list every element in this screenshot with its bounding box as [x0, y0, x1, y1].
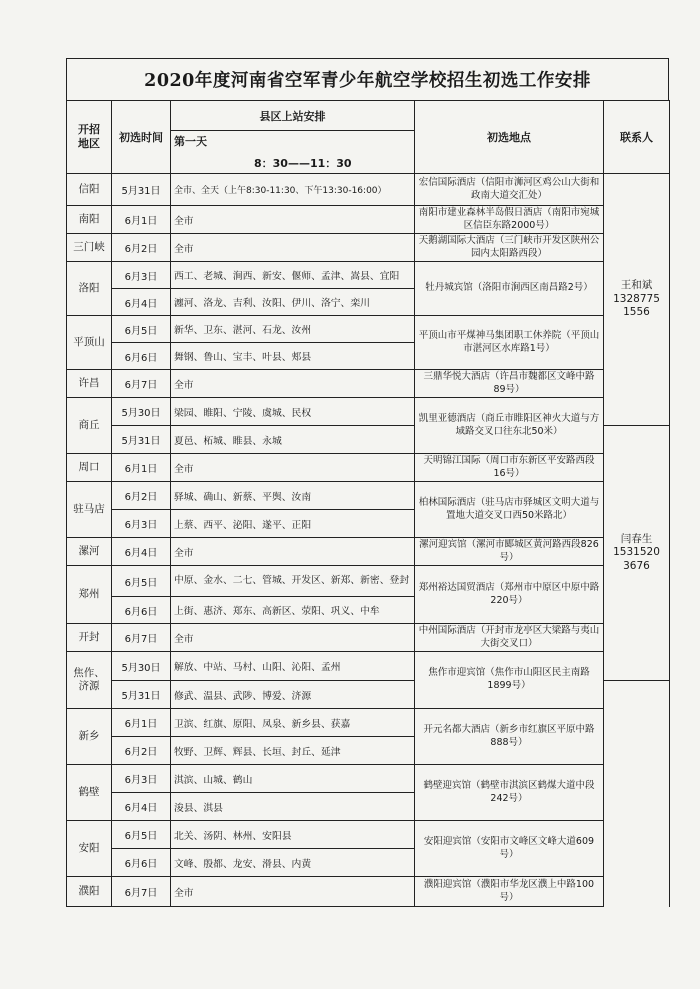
site-cell: 中州国际酒店（开封市龙亭区大梁路与夷山大街交叉口） — [415, 624, 604, 652]
area-cell: 修武、温县、武陟、博爱、济源 — [171, 681, 415, 709]
date-cell: 6月4日 — [112, 538, 171, 566]
table-row — [67, 624, 670, 652]
schedule-table — [66, 100, 670, 907]
header-region: 开招地区 — [67, 101, 112, 174]
table-row — [67, 538, 670, 566]
site-cell: 漯河迎宾馆（漯河市郾城区黄河路西段826号） — [415, 538, 604, 566]
date-cell: 6月4日 — [112, 793, 171, 821]
date-cell: 6月6日 — [112, 597, 171, 624]
date-cell: 6月1日 — [112, 454, 171, 482]
table-row — [67, 709, 670, 737]
area-cell: 卫滨、红旗、原阳、凤泉、新乡县、获嘉 — [171, 709, 415, 737]
area-cell: 梁园、睢阳、宁陵、虞城、民权 — [171, 398, 415, 426]
first-day-label: 第一天 — [174, 135, 207, 148]
region-cell: 南阳 — [67, 206, 112, 234]
region-cell: 安阳 — [67, 821, 112, 877]
region-cell: 开封 — [67, 624, 112, 652]
site-cell: 凯里亚德酒店（商丘市睢阳区神火大道与方域路交叉口往东北50米） — [415, 398, 604, 454]
table-row — [67, 821, 670, 849]
area-cell: 舞钢、鲁山、宝丰、叶县、郏县 — [171, 343, 415, 370]
area-cell: 全市 — [171, 454, 415, 482]
region-cell: 商丘 — [67, 398, 112, 454]
header-first-day — [171, 131, 415, 174]
region-cell: 漯河 — [67, 538, 112, 566]
date-cell: 6月3日 — [112, 510, 171, 538]
header-contact: 联系人 — [604, 101, 670, 174]
region-cell: 新乡 — [67, 709, 112, 765]
site-cell: 郑州裕达国贸酒店（郑州市中原区中原中路220号） — [415, 566, 604, 624]
area-cell: 西工、老城、涧西、新安、偃师、孟津、嵩县、宜阳 — [171, 262, 415, 289]
date-cell: 5月31日 — [112, 426, 171, 454]
area-cell: 北关、汤阴、林州、安阳县 — [171, 821, 415, 849]
date-cell: 6月7日 — [112, 370, 171, 398]
area-cell: 全市 — [171, 234, 415, 262]
region-cell: 濮阳 — [67, 877, 112, 907]
date-cell: 6月2日 — [112, 737, 171, 765]
contact-name: 闫春生 — [620, 532, 653, 545]
table-row — [67, 234, 670, 262]
document-title: 2020年度河南省空军青少年航空学校招生初选工作安排 — [66, 58, 669, 100]
area-cell: 新华、卫东、湛河、石龙、汝州 — [171, 316, 415, 343]
region-cell: 许昌 — [67, 370, 112, 398]
area-cell: 浚县、淇县 — [171, 793, 415, 821]
table-row — [67, 877, 670, 907]
table-row — [67, 454, 670, 482]
date-cell: 6月3日 — [112, 262, 171, 289]
site-cell: 濮阳迎宾馆（濮阳市华龙区濮上中路100号） — [415, 877, 604, 907]
area-cell: 全市 — [171, 624, 415, 652]
table-row — [67, 370, 670, 398]
area-cell: 驿城、确山、新蔡、平舆、汝南 — [171, 482, 415, 510]
area-cell: 文峰、殷都、龙安、滑县、内黄 — [171, 849, 415, 877]
area-cell: 夏邑、柘城、睢县、永城 — [171, 426, 415, 454]
area-cell: 牧野、卫辉、辉县、长垣、封丘、延津 — [171, 737, 415, 765]
header-site: 初选地点 — [415, 101, 604, 174]
area-cell: 全市 — [171, 370, 415, 398]
region-cell: 平顶山 — [67, 316, 112, 370]
date-cell: 6月2日 — [112, 234, 171, 262]
contact-phone: 1531520 — [613, 546, 660, 559]
time-range: 8：30——11：30 — [254, 157, 352, 170]
table-row — [67, 206, 670, 234]
site-cell: 南阳市建业森林半岛假日酒店（南阳市宛城区信臣东路2000号） — [415, 206, 604, 234]
region-cell: 鹤壁 — [67, 765, 112, 821]
region-cell: 驻马店 — [67, 482, 112, 538]
contact-phone-cont: 3676 — [623, 559, 650, 572]
date-cell: 6月6日 — [112, 343, 171, 370]
area-cell: 解放、中站、马村、山阳、沁阳、孟州 — [171, 652, 415, 681]
area-cell: 全市、全天（上午8:30-11:30、下午13:30-16:00） — [171, 174, 415, 206]
table-row — [67, 566, 670, 597]
table-row — [67, 316, 670, 343]
area-cell: 瀍河、洛龙、吉利、汝阳、伊川、洛宁、栾川 — [171, 289, 415, 316]
contact-phone: 1328775 — [613, 292, 660, 305]
date-cell: 6月3日 — [112, 765, 171, 793]
area-cell: 中原、金水、二七、管城、开发区、新郑、新密、登封 — [171, 566, 415, 597]
table-row — [67, 174, 670, 206]
date-cell: 6月1日 — [112, 709, 171, 737]
date-cell: 6月1日 — [112, 206, 171, 234]
date-cell: 6月4日 — [112, 289, 171, 316]
site-cell: 平顶山市平煤神马集团职工休养院（平顶山市湛河区水库路1号） — [415, 316, 604, 370]
date-cell: 6月5日 — [112, 316, 171, 343]
table-row — [67, 482, 670, 510]
contact-cell-2 — [604, 426, 670, 681]
site-cell: 焦作市迎宾馆（焦作市山阳区民主南路1899号） — [415, 652, 604, 709]
region-cell: 郑州 — [67, 566, 112, 624]
date-cell: 6月7日 — [112, 877, 171, 907]
table-row — [67, 262, 670, 289]
region-cell: 三门峡 — [67, 234, 112, 262]
table-row — [67, 765, 670, 793]
contact-name: 王和斌 — [620, 279, 653, 292]
region-cell: 焦作、济源 — [67, 652, 112, 709]
date-cell: 6月5日 — [112, 821, 171, 849]
contact-phone-cont: 1556 — [623, 306, 650, 319]
header-date: 初选时间 — [112, 101, 171, 174]
area-cell: 全市 — [171, 877, 415, 907]
site-cell: 三鼎华悦大酒店（许昌市魏都区文峰中路89号） — [415, 370, 604, 398]
table-row — [67, 398, 670, 426]
date-cell: 5月30日 — [112, 652, 171, 681]
site-cell: 天明锦江国际（周口市东新区平安路西段16号） — [415, 454, 604, 482]
header-county: 县区上站安排 — [171, 101, 415, 131]
area-cell: 上蔡、西平、泌阳、遂平、正阳 — [171, 510, 415, 538]
region-cell: 周口 — [67, 454, 112, 482]
area-cell: 上街、惠济、郑东、高新区、荥阳、巩义、中牟 — [171, 597, 415, 624]
site-cell: 安阳迎宾馆（安阳市文峰区文峰大道609号） — [415, 821, 604, 877]
region-cell: 洛阳 — [67, 262, 112, 316]
table-row — [67, 652, 670, 681]
area-cell: 全市 — [171, 538, 415, 566]
date-cell: 5月31日 — [112, 681, 171, 709]
site-cell: 宏信国际酒店（信阳市浉河区鸡公山大街和政南大道交汇处） — [415, 174, 604, 206]
date-cell: 6月2日 — [112, 482, 171, 510]
area-cell: 全市 — [171, 206, 415, 234]
date-cell: 5月31日 — [112, 174, 171, 206]
site-cell: 鹤壁迎宾馆（鹤壁市淇滨区鹤煤大道中段242号） — [415, 765, 604, 821]
date-cell: 5月30日 — [112, 398, 171, 426]
region-cell: 信阳 — [67, 174, 112, 206]
area-cell: 淇滨、山城、鹤山 — [171, 765, 415, 793]
site-cell: 柏林国际酒店（驻马店市驿城区文明大道与置地大道交叉口西50米路北） — [415, 482, 604, 538]
date-cell: 6月7日 — [112, 624, 171, 652]
date-cell: 6月5日 — [112, 566, 171, 597]
date-cell: 6月6日 — [112, 849, 171, 877]
site-cell: 开元名都大酒店（新乡市红旗区平原中路888号） — [415, 709, 604, 765]
contact-cell-1 — [604, 174, 670, 426]
header-row — [67, 101, 670, 131]
site-cell: 天鹅湖国际大酒店（三门峡市开发区陕州公园内太阳路西段） — [415, 234, 604, 262]
site-cell: 牡丹城宾馆（洛阳市涧西区南昌路2号） — [415, 262, 604, 316]
